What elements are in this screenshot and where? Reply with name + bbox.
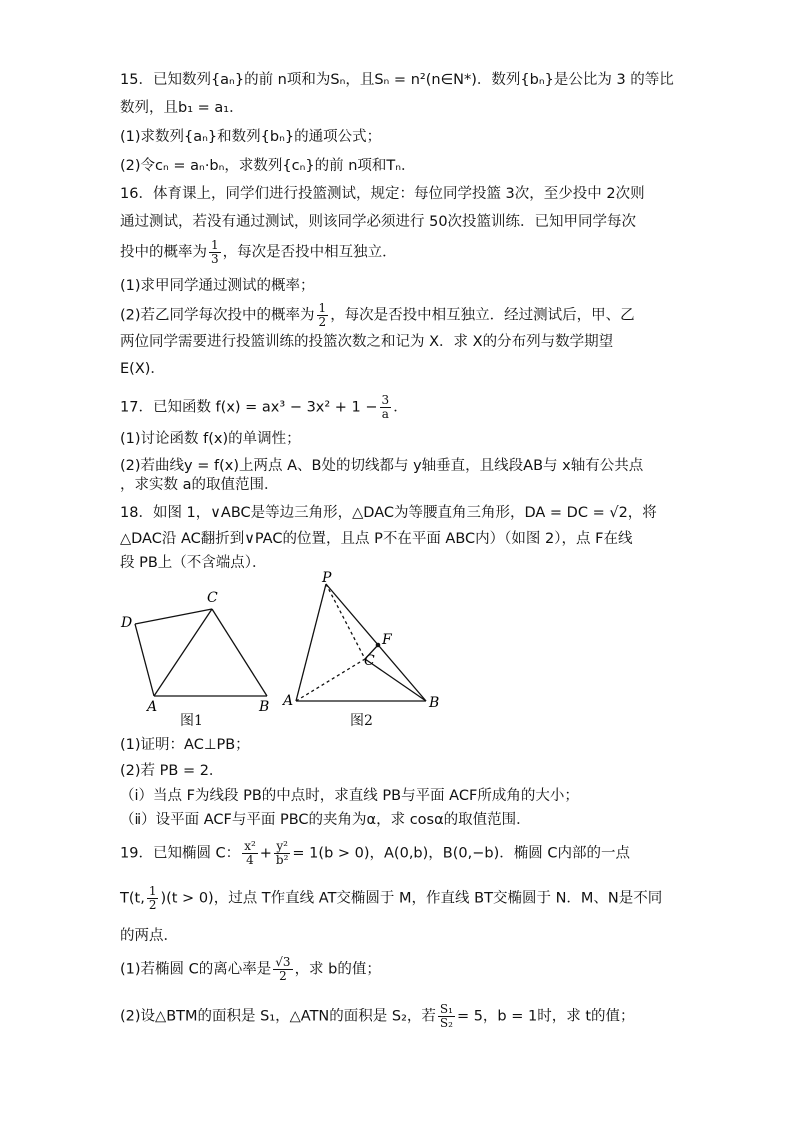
q19-part2-tail: = 5，b = 1时，求 t的值； bbox=[456, 1008, 635, 1025]
q19-part2 bbox=[120, 1003, 635, 1030]
eccentricity-fraction bbox=[273, 956, 292, 983]
q19-part1 bbox=[120, 956, 381, 983]
q19-line1 bbox=[120, 840, 630, 867]
fraction-numerator: S₁ bbox=[439, 1002, 453, 1016]
q19-part1-tail: ，求 b的值； bbox=[294, 961, 381, 978]
q18-line3: 段 PB上（不含端点）． bbox=[120, 555, 267, 571]
label-A: A bbox=[147, 699, 158, 715]
q15-part2: (2)令cₙ = aₙ·bₙ，求数列{cₙ}的前 n项和Tₙ． bbox=[120, 158, 416, 174]
q18-part1: (1)证明：AC⊥PB； bbox=[120, 737, 250, 753]
q15-part1: (1)求数列{aₙ}和数列{bₙ}的通项公式； bbox=[120, 129, 382, 145]
q16-part2-text: (2)若乙同学每次投中的概率为 bbox=[120, 307, 315, 324]
label-B: B bbox=[259, 699, 270, 715]
q18-line2: △DAC沿 AC翻折到∨PAC的位置，且点 P不在平面 ABC内）（如图 2），点 F在线 bbox=[120, 531, 633, 547]
fraction-denominator: 2 bbox=[318, 315, 327, 329]
fraction-denominator: S₂ bbox=[439, 1016, 453, 1030]
function-fraction bbox=[380, 394, 392, 421]
figure-2-caption: 图2 bbox=[350, 713, 373, 729]
fraction-denominator: 4 bbox=[246, 853, 254, 867]
q16-line2: 通过测试，若没有通过测试，则该同学必须进行 50次投篮训练．已知甲同学每次 bbox=[120, 214, 637, 230]
q19-part1-text: (1)若椭圆 C的离心率是 bbox=[120, 961, 272, 978]
probability-fraction-one-third bbox=[209, 239, 221, 266]
q19-line2 bbox=[120, 885, 662, 912]
q16-line3-text: 投中的概率为 bbox=[120, 244, 207, 261]
probability-fraction-one-half bbox=[317, 302, 329, 329]
q19-line1-text: 19．已知椭圆 C： bbox=[120, 845, 241, 862]
label-F: F bbox=[382, 632, 392, 648]
fraction-numerator: 3 bbox=[381, 393, 390, 407]
q18-line1: 18．如图 1，∨ABC是等边三角形，△DAC为等腰直角三角形，DA = DC = √2，将 bbox=[120, 505, 657, 521]
figure-1-caption: 图1 bbox=[180, 713, 203, 729]
figure-2-diagram bbox=[280, 570, 450, 715]
edge-DA bbox=[135, 624, 154, 696]
edge-DC bbox=[135, 609, 212, 624]
q17-line1-tail: ． bbox=[393, 399, 408, 416]
fraction-numerator: 1 bbox=[318, 301, 327, 315]
q16-part1: (1)求甲同学通过测试的概率； bbox=[120, 278, 315, 294]
label-C: C bbox=[207, 590, 218, 606]
q17-line1 bbox=[120, 394, 408, 421]
area-ratio-fraction bbox=[438, 1003, 455, 1030]
point-F bbox=[376, 643, 381, 648]
q16-line7: E(X)． bbox=[120, 361, 165, 377]
figure-2-edges bbox=[296, 584, 426, 701]
label-B: B bbox=[429, 695, 440, 711]
label-D: D bbox=[121, 615, 133, 631]
q19-line3: 的两点． bbox=[120, 928, 178, 944]
q17-line1-text: 17．已知函数 f(x) = ax³ − 3x² + 1 − bbox=[120, 399, 378, 416]
fraction-numerator: 1 bbox=[148, 884, 157, 898]
ellipse-y-fraction bbox=[274, 840, 291, 867]
edge-CB bbox=[212, 609, 267, 696]
edge-AC bbox=[154, 609, 212, 696]
label-P: P bbox=[322, 570, 332, 586]
q19-line2-text: T(t, bbox=[120, 890, 145, 907]
fraction-numerator: √3 bbox=[275, 955, 291, 969]
q16-line3 bbox=[120, 239, 397, 266]
point-t-fraction bbox=[147, 885, 159, 912]
q17-part2a: (2)若曲线y = f(x)上两点 A、B处的切线都与 y轴垂直，且线段AB与 x轴有公共点 bbox=[120, 458, 644, 474]
q18-sub2: （ⅱ）设平面 ACF与平面 PBC的夹角为α，求 cosα的取值范围． bbox=[120, 812, 531, 828]
q19-part2-text: (2)设△BTM的面积是 S₁，△ATN的面积是 S₂，若 bbox=[120, 1008, 436, 1025]
q19-line2-tail: )(t > 0)，过点 T作直线 AT交椭圆于 M，作直线 BT交椭圆于 N．M、N是不同 bbox=[160, 890, 663, 907]
fraction-denominator: 2 bbox=[279, 969, 287, 983]
q16-part2 bbox=[120, 302, 635, 329]
figure-1-edges bbox=[135, 609, 267, 696]
q18-part2: (2)若 PB = 2． bbox=[120, 763, 224, 779]
q16-line6: 两位同学需要进行投篮训练的投篮次数之和记为 X．求 X的分布列与数学期望 bbox=[120, 334, 614, 350]
fraction-denominator: 3 bbox=[211, 252, 219, 266]
plus-sign: + bbox=[259, 845, 272, 862]
fraction-denominator: a bbox=[381, 407, 389, 421]
q17-part1: (1)讨论函数 f(x)的单调性； bbox=[120, 431, 301, 447]
ellipse-x-fraction bbox=[242, 840, 258, 867]
q18-sub1: （ⅰ）当点 F为线段 PB的中点时，求直线 PB与平面 ACF所成角的大小； bbox=[120, 788, 579, 804]
q16-line1: 16．体育课上，同学们进行投篮测试，规定：每位同学投篮 3次，至少投中 2次则 bbox=[120, 186, 645, 202]
q17-part2b: ，求实数 a的取值范围． bbox=[120, 477, 279, 493]
fraction-numerator: y² bbox=[274, 840, 291, 854]
edge-PC-hidden bbox=[326, 584, 365, 659]
q15-line1: 15．已知数列{aₙ}的前 n项和为Sₙ，且Sₙ = n²(n∈N*)．数列{bₙ}是公比为 3 的等比 bbox=[120, 72, 674, 88]
fraction-numerator: x² bbox=[244, 839, 256, 853]
fraction-denominator: 2 bbox=[148, 898, 157, 912]
label-C: C bbox=[364, 653, 375, 669]
q19-line1-tail: = 1(b > 0)，A(0,b)，B(0,−b)．椭圆 C内部的一点 bbox=[292, 845, 630, 862]
edge-AC-hidden bbox=[296, 659, 365, 701]
edge-PB bbox=[326, 584, 426, 701]
fraction-numerator: 1 bbox=[211, 238, 219, 252]
q16-line3-tail: ，每次是否投中相互独立． bbox=[222, 244, 397, 261]
label-A: A bbox=[283, 693, 294, 709]
fraction-denominator: b² bbox=[275, 853, 289, 867]
figure-1-diagram bbox=[110, 580, 280, 720]
q15-line2: 数列，且b₁ = a₁． bbox=[120, 100, 244, 116]
edge-PA bbox=[296, 584, 326, 701]
q16-part2-tail: ，每次是否投中相互独立．经过测试后，甲、乙 bbox=[330, 307, 635, 324]
